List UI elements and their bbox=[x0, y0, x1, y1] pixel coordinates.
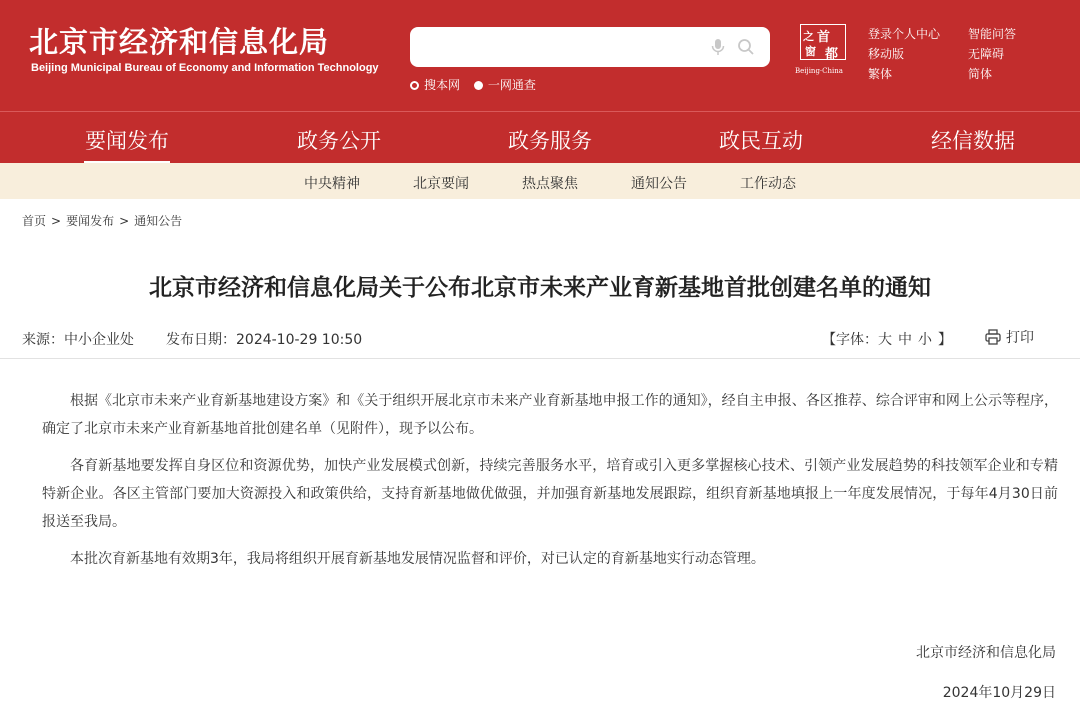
paragraph: 根据《北京市未来产业育新基地建设方案》和《关于组织开展北京市未来产业育新基地申报工作的通知》，经自主申报、各区推荐、综合评审和网上公示等程序，确定了北京市未来产业育新基地首批创建名单（见附件），现予以公布。 bbox=[42, 393, 1058, 437]
mobile-version-link[interactable]: 移动版 bbox=[868, 47, 905, 61]
search-input[interactable] bbox=[422, 35, 692, 59]
capital-window-seal-icon[interactable] bbox=[800, 24, 846, 60]
seal-caption: Beijing·China bbox=[795, 67, 843, 75]
breadcrumb bbox=[22, 212, 182, 229]
printer-icon bbox=[984, 328, 1002, 346]
font-size-medium[interactable]: 中 bbox=[898, 332, 912, 348]
subnav-item-work-updates[interactable]: 工作动态 bbox=[740, 176, 796, 192]
login-link[interactable]: 登录个人中心 bbox=[868, 27, 941, 41]
breadcrumb-notices[interactable]: 通知公告 bbox=[134, 214, 183, 228]
smart-qa-link[interactable]: 智能问答 bbox=[968, 27, 1017, 41]
subnav-item-notices[interactable]: 通知公告 bbox=[631, 176, 687, 192]
breadcrumb-home[interactable]: 首页 bbox=[22, 214, 47, 228]
source-label: 来源： bbox=[22, 332, 64, 348]
font-size-label: 【字体： bbox=[822, 332, 878, 348]
font-size-large[interactable]: 大 bbox=[878, 332, 892, 348]
search-icon[interactable] bbox=[736, 37, 756, 57]
subnav-item-hot-topics[interactable]: 热点聚焦 bbox=[522, 176, 578, 192]
simplified-chinese-link[interactable]: 简体 bbox=[968, 67, 993, 81]
site-header bbox=[0, 0, 1080, 111]
print-label: 打印 bbox=[1006, 330, 1034, 346]
seal-char: 之 bbox=[803, 30, 814, 43]
print-button[interactable] bbox=[984, 327, 1034, 347]
breadcrumb-separator: > bbox=[51, 214, 62, 228]
paragraph: 本批次育新基地有效期3年，我局将组织开展育新基地发展情况监督和评价，对已认定的育新基地实行动态管理。 bbox=[70, 551, 765, 567]
subnav-item-central[interactable]: 中央精神 bbox=[304, 176, 360, 192]
scope-option-all[interactable] bbox=[474, 78, 536, 92]
seal-char: 都 bbox=[825, 47, 839, 62]
site-logo-subtitle: Beijing Municipal Bureau of Economy and Information Technology bbox=[31, 62, 379, 74]
font-size-bracket: 】 bbox=[938, 332, 952, 348]
site-logo-title[interactable]: 北京市经济和信息化局 bbox=[29, 25, 330, 59]
scope-option-site[interactable] bbox=[410, 78, 460, 92]
date-label: 发布日期： bbox=[166, 332, 236, 348]
main-nav bbox=[0, 111, 1080, 163]
traditional-chinese-link[interactable]: 繁体 bbox=[868, 67, 893, 81]
font-size-small[interactable]: 小 bbox=[918, 332, 932, 348]
sub-nav bbox=[0, 163, 1080, 199]
seal-char: 窗 bbox=[805, 45, 816, 58]
breadcrumb-separator: > bbox=[119, 214, 130, 228]
search-scope-options bbox=[410, 76, 546, 93]
nav-item-news[interactable]: 要闻发布 bbox=[85, 129, 169, 153]
nav-item-gov-affairs[interactable]: 政务公开 bbox=[297, 129, 381, 153]
meta-divider bbox=[0, 358, 1080, 359]
subnav-item-beijing-news[interactable]: 北京要闻 bbox=[413, 176, 469, 192]
article-meta bbox=[22, 329, 362, 349]
article-sign-date: 2024年10月29日 bbox=[942, 685, 1056, 701]
article-body bbox=[42, 387, 1058, 582]
paragraph: 各育新基地要发挥自身区位和资源优势，加快产业发展模式创新，持续完善服务水平，培育或引入更多掌握核心技术、引领产业发展趋势的科技领军企业和专精特新企业。各区主管部门要加大资源投入和政策供给，支持育新基地做优做强，并加强育新基地发展跟踪，组织育新基地填报上一年度发展情况，于每年4月30日前报送至我局。 bbox=[42, 458, 1058, 530]
breadcrumb-news[interactable]: 要闻发布 bbox=[66, 214, 115, 228]
radio-selected-icon bbox=[474, 81, 483, 90]
search-box bbox=[410, 27, 770, 67]
microphone-icon[interactable] bbox=[708, 37, 728, 57]
publish-date: 2024-10-29 10:50 bbox=[236, 332, 363, 348]
nav-item-data[interactable]: 经信数据 bbox=[931, 129, 1015, 153]
scope-label: 搜本网 bbox=[424, 78, 461, 92]
article-signature: 北京市经济和信息化局 bbox=[916, 645, 1056, 661]
article-title: 北京市经济和信息化局关于公布北京市未来产业育新基地首批创建名单的通知 bbox=[149, 275, 931, 301]
nav-item-interaction[interactable]: 政民互动 bbox=[719, 129, 803, 153]
scope-label: 一网通查 bbox=[487, 78, 536, 92]
radio-unselected-icon bbox=[410, 81, 419, 90]
accessibility-link[interactable]: 无障碍 bbox=[968, 47, 1005, 61]
seal-char: 首 bbox=[817, 30, 831, 45]
source-value: 中小企业处 bbox=[64, 332, 134, 348]
font-size-switcher bbox=[822, 329, 952, 349]
nav-item-services[interactable]: 政务服务 bbox=[508, 129, 592, 153]
